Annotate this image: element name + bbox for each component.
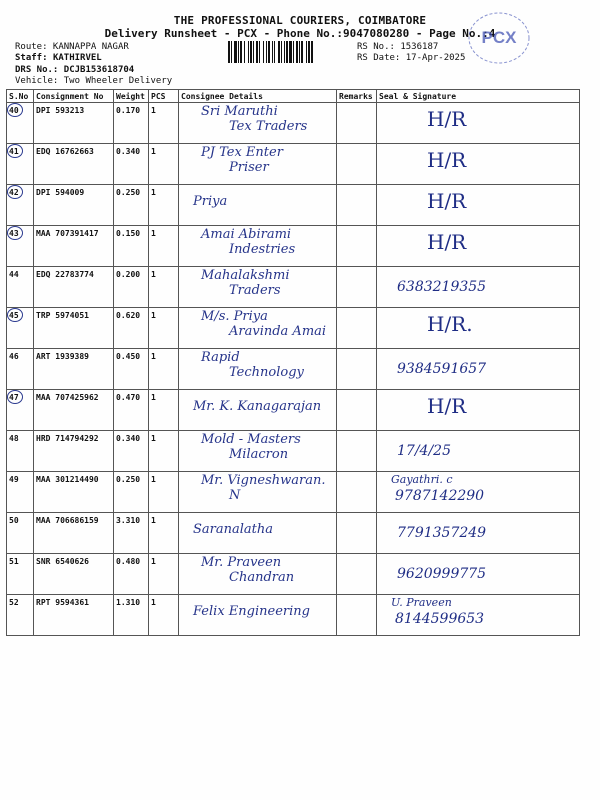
weight-cell bbox=[114, 390, 149, 431]
table-row bbox=[7, 226, 580, 267]
consignee-cell bbox=[179, 185, 337, 226]
company-title: THE PROFESSIONAL COURIERS, COIMBATORE bbox=[173, 14, 427, 27]
consignee-handwriting: Milacron bbox=[229, 447, 289, 462]
signature-cell bbox=[377, 431, 580, 472]
sno-cell bbox=[7, 472, 34, 513]
signature-cell bbox=[377, 185, 580, 226]
pieces-cell bbox=[149, 185, 179, 226]
weight-cell bbox=[114, 513, 149, 554]
column-header: Consignment No bbox=[34, 90, 114, 103]
consignment-number: HRD 714794292 bbox=[36, 434, 99, 443]
consignee-cell bbox=[179, 431, 337, 472]
signature-cell bbox=[377, 144, 580, 185]
pieces-cell bbox=[149, 431, 179, 472]
pieces-cell bbox=[149, 308, 179, 349]
consignment-number: DPI 594009 bbox=[36, 188, 85, 197]
remarks-cell bbox=[337, 513, 377, 554]
consignment-number: EDQ 16762663 bbox=[36, 147, 94, 156]
serial-number: 45 bbox=[9, 311, 19, 320]
check-circle-mark bbox=[7, 103, 23, 117]
signature-handwriting: U. Praveen bbox=[391, 596, 452, 609]
weight-cell bbox=[114, 185, 149, 226]
consignee-cell bbox=[179, 267, 337, 308]
weight-cell bbox=[114, 472, 149, 513]
pieces-cell bbox=[149, 349, 179, 390]
consignee-handwriting: Chandran bbox=[229, 570, 295, 585]
consignment-number: SNR 6540626 bbox=[36, 557, 89, 566]
table-header-row bbox=[7, 90, 580, 103]
weight: 1.310 bbox=[116, 598, 141, 607]
consignee-handwriting: N bbox=[229, 488, 241, 503]
signature-cell bbox=[377, 308, 580, 349]
stamp-text: PCX bbox=[481, 28, 517, 47]
signature-handwriting: H/R bbox=[427, 189, 467, 213]
pieces: 1 bbox=[151, 557, 156, 566]
weight-cell bbox=[114, 267, 149, 308]
pcx-stamp bbox=[466, 10, 532, 66]
pieces: 1 bbox=[151, 516, 156, 525]
serial-number: 52 bbox=[9, 598, 19, 607]
serial-number: 46 bbox=[9, 352, 19, 361]
remarks-cell bbox=[337, 595, 377, 636]
consignment-number-cell bbox=[34, 226, 114, 267]
table-row bbox=[7, 431, 580, 472]
route-text: Route: KANNAPPA NAGAR bbox=[15, 42, 129, 52]
weight: 0.340 bbox=[116, 434, 141, 443]
weight: 0.200 bbox=[116, 270, 141, 279]
remarks-cell bbox=[337, 554, 377, 595]
weight: 0.620 bbox=[116, 311, 141, 320]
weight-cell bbox=[114, 144, 149, 185]
pieces-cell bbox=[149, 103, 179, 144]
pieces-cell bbox=[149, 390, 179, 431]
weight: 0.250 bbox=[116, 475, 141, 484]
consignment-number-cell bbox=[34, 185, 114, 226]
consignment-number-cell bbox=[34, 554, 114, 595]
table-row bbox=[7, 554, 580, 595]
signature-cell bbox=[377, 390, 580, 431]
serial-number: 42 bbox=[9, 188, 19, 197]
sno-cell bbox=[7, 390, 34, 431]
consignment-number: DPI 593213 bbox=[36, 106, 85, 115]
consignee-handwriting: Rapid bbox=[201, 350, 240, 365]
rs-date: RS Date: 17-Apr-2025 bbox=[357, 53, 466, 63]
table-row bbox=[7, 103, 580, 144]
sno-cell bbox=[7, 595, 34, 636]
signature-cell bbox=[377, 554, 580, 595]
signature-cell bbox=[377, 513, 580, 554]
signature-handwriting: 8144599653 bbox=[395, 611, 485, 627]
weight-cell bbox=[114, 226, 149, 267]
signature-handwriting: H/R bbox=[427, 230, 467, 254]
consignee-handwriting: Priser bbox=[229, 160, 269, 175]
table-row bbox=[7, 308, 580, 349]
serial-number: 49 bbox=[9, 475, 19, 484]
consignment-number-cell bbox=[34, 595, 114, 636]
consignment-number-cell bbox=[34, 472, 114, 513]
consignment-number-cell bbox=[34, 144, 114, 185]
pieces-cell bbox=[149, 554, 179, 595]
serial-number: 44 bbox=[9, 270, 19, 279]
consignee-handwriting: Saranalatha bbox=[193, 522, 273, 537]
consignment-number: EDQ 22783774 bbox=[36, 270, 94, 279]
sno-cell bbox=[7, 308, 34, 349]
pieces-cell bbox=[149, 513, 179, 554]
signature-handwriting: Gayathri. c bbox=[391, 473, 453, 486]
remarks-cell bbox=[337, 267, 377, 308]
remarks-cell bbox=[337, 431, 377, 472]
serial-number: 40 bbox=[9, 106, 19, 115]
remarks-cell bbox=[337, 349, 377, 390]
consignee-handwriting: Sri Maruthi bbox=[201, 104, 278, 119]
weight: 0.250 bbox=[116, 188, 141, 197]
pieces-cell bbox=[149, 472, 179, 513]
consignee-handwriting: M/s. Priya bbox=[201, 309, 268, 324]
staff-line bbox=[15, 53, 102, 64]
pieces-cell bbox=[149, 226, 179, 267]
drs-value: DCJB153618704 bbox=[63, 65, 135, 75]
consignee-handwriting: Felix Engineering bbox=[193, 604, 310, 619]
check-circle-mark bbox=[7, 308, 23, 322]
pieces: 1 bbox=[151, 393, 156, 402]
consignment-number-cell bbox=[34, 390, 114, 431]
consignee-handwriting: Mr. Vigneshwaran. bbox=[201, 473, 326, 488]
sno-cell bbox=[7, 267, 34, 308]
sno-cell bbox=[7, 144, 34, 185]
pieces: 1 bbox=[151, 147, 156, 156]
pieces: 1 bbox=[151, 475, 156, 484]
table-row bbox=[7, 513, 580, 554]
consignee-handwriting: Technology bbox=[229, 365, 304, 380]
consignment-number-cell bbox=[34, 431, 114, 472]
remarks-cell bbox=[337, 185, 377, 226]
consignment-number: MAA 301214490 bbox=[36, 475, 99, 484]
consignee-handwriting: Tex Traders bbox=[229, 119, 308, 134]
signature-handwriting: H/R. bbox=[427, 312, 473, 336]
weight-cell bbox=[114, 595, 149, 636]
signature-cell bbox=[377, 349, 580, 390]
serial-number: 43 bbox=[9, 229, 19, 238]
staff-value: KATHIRVEL bbox=[52, 53, 102, 63]
consignee-handwriting: PJ Tex Enter bbox=[201, 145, 283, 160]
sno-cell bbox=[7, 431, 34, 472]
remarks-cell bbox=[337, 308, 377, 349]
column-header: Seal & Signature bbox=[377, 90, 580, 103]
weight: 0.480 bbox=[116, 557, 141, 566]
weight: 0.170 bbox=[116, 106, 141, 115]
signature-handwriting: 9620999775 bbox=[397, 566, 487, 582]
consignee-cell bbox=[179, 226, 337, 267]
consignee-handwriting: Mold - Masters bbox=[201, 432, 301, 447]
consignee-handwriting: Amai Abirami bbox=[201, 227, 292, 242]
sno-cell bbox=[7, 554, 34, 595]
serial-number: 47 bbox=[9, 393, 19, 402]
consignee-handwriting: Aravinda Amai bbox=[229, 324, 327, 339]
pieces: 1 bbox=[151, 598, 156, 607]
column-header: PCS bbox=[149, 90, 179, 103]
remarks-cell bbox=[337, 144, 377, 185]
check-circle-mark bbox=[7, 185, 23, 199]
consignee-cell bbox=[179, 390, 337, 431]
pieces: 1 bbox=[151, 188, 156, 197]
serial-number: 41 bbox=[9, 147, 19, 156]
barcode bbox=[228, 41, 352, 63]
check-circle-mark bbox=[7, 390, 23, 404]
consignment-number: MAA 707425962 bbox=[36, 393, 99, 402]
weight-cell bbox=[114, 431, 149, 472]
signature-cell bbox=[377, 103, 580, 144]
consignee-handwriting: Priya bbox=[193, 194, 228, 209]
column-header: Consignee Details bbox=[179, 90, 337, 103]
consignment-number: MAA 707391417 bbox=[36, 229, 99, 238]
signature-handwriting: 7791357249 bbox=[397, 525, 487, 541]
consignment-number-cell bbox=[34, 267, 114, 308]
pieces-cell bbox=[149, 595, 179, 636]
consignee-handwriting: Mr. K. Kanagarajan bbox=[193, 399, 322, 414]
pieces-cell bbox=[149, 144, 179, 185]
pieces: 1 bbox=[151, 311, 156, 320]
serial-number: 51 bbox=[9, 557, 19, 566]
pieces: 1 bbox=[151, 434, 156, 443]
consignment-number-cell bbox=[34, 513, 114, 554]
weight-cell bbox=[114, 349, 149, 390]
signature-handwriting: 9384591657 bbox=[397, 361, 487, 377]
table-row bbox=[7, 144, 580, 185]
consignee-cell bbox=[179, 349, 337, 390]
signature-cell bbox=[377, 472, 580, 513]
remarks-cell bbox=[337, 472, 377, 513]
remarks-cell bbox=[337, 390, 377, 431]
serial-number: 50 bbox=[9, 516, 19, 525]
signature-handwriting: 9787142290 bbox=[395, 488, 485, 504]
consignment-number: ART 1939389 bbox=[36, 352, 89, 361]
pieces: 1 bbox=[151, 270, 156, 279]
sno-cell bbox=[7, 185, 34, 226]
check-circle-mark bbox=[7, 226, 23, 240]
sno-cell bbox=[7, 349, 34, 390]
consignee-cell bbox=[179, 144, 337, 185]
consignee-cell bbox=[179, 103, 337, 144]
consignee-handwriting: Mahalakshmi bbox=[201, 268, 290, 283]
drs-line bbox=[15, 65, 134, 76]
vehicle-text: Vehicle: Two Wheeler Delivery bbox=[15, 76, 173, 86]
table-row bbox=[7, 390, 580, 431]
weight: 0.450 bbox=[116, 352, 141, 361]
consignment-number-cell bbox=[34, 103, 114, 144]
consignee-handwriting: Indestries bbox=[229, 242, 296, 257]
pieces: 1 bbox=[151, 352, 156, 361]
staff-label: Staff: bbox=[15, 53, 48, 63]
signature-handwriting: 6383219355 bbox=[397, 279, 487, 295]
consignee-handwriting: Traders bbox=[229, 283, 281, 298]
remarks-cell bbox=[337, 103, 377, 144]
consignee-handwriting: Mr. Praveen bbox=[201, 555, 282, 570]
table-row bbox=[7, 472, 580, 513]
runsheet-subtitle: Delivery Runsheet - PCX - Phone No.:9047080280 - Page No.:4 bbox=[104, 27, 496, 40]
rs-number: RS No.: 1536187 bbox=[357, 42, 439, 52]
weight-cell bbox=[114, 308, 149, 349]
signature-cell bbox=[377, 595, 580, 636]
signature-handwriting: H/R bbox=[427, 148, 467, 172]
consignment-number: RPT 9594361 bbox=[36, 598, 89, 607]
runsheet-table bbox=[6, 89, 580, 636]
consignee-cell bbox=[179, 595, 337, 636]
signature-cell bbox=[377, 267, 580, 308]
weight: 0.470 bbox=[116, 393, 141, 402]
signature-cell bbox=[377, 226, 580, 267]
consignee-cell bbox=[179, 513, 337, 554]
weight: 0.150 bbox=[116, 229, 141, 238]
pieces: 1 bbox=[151, 229, 156, 238]
pieces-cell bbox=[149, 267, 179, 308]
consignee-cell bbox=[179, 308, 337, 349]
table-row bbox=[7, 349, 580, 390]
table-row bbox=[7, 185, 580, 226]
consignee-cell bbox=[179, 472, 337, 513]
consignee-cell bbox=[179, 554, 337, 595]
signature-handwriting: H/R bbox=[427, 394, 467, 418]
column-header: Remarks bbox=[337, 90, 377, 103]
table-row bbox=[7, 267, 580, 308]
signature-handwriting: H/R bbox=[427, 107, 467, 131]
sno-cell bbox=[7, 226, 34, 267]
pieces: 1 bbox=[151, 106, 156, 115]
remarks-cell bbox=[337, 226, 377, 267]
table-row bbox=[7, 595, 580, 636]
column-header: S.No bbox=[7, 90, 34, 103]
drs-label: DRS No.: bbox=[15, 65, 59, 75]
consignment-number-cell bbox=[34, 308, 114, 349]
weight: 0.340 bbox=[116, 147, 141, 156]
column-header: Weight bbox=[114, 90, 149, 103]
consignment-number-cell bbox=[34, 349, 114, 390]
serial-number: 48 bbox=[9, 434, 19, 443]
consignment-number: TRP 5974051 bbox=[36, 311, 89, 320]
check-circle-mark bbox=[7, 144, 23, 158]
sno-cell bbox=[7, 103, 34, 144]
consignment-number: MAA 706686159 bbox=[36, 516, 99, 525]
signature-handwriting: 17/4/25 bbox=[397, 443, 451, 459]
weight: 3.310 bbox=[116, 516, 141, 525]
sno-cell bbox=[7, 513, 34, 554]
weight-cell bbox=[114, 554, 149, 595]
weight-cell bbox=[114, 103, 149, 144]
